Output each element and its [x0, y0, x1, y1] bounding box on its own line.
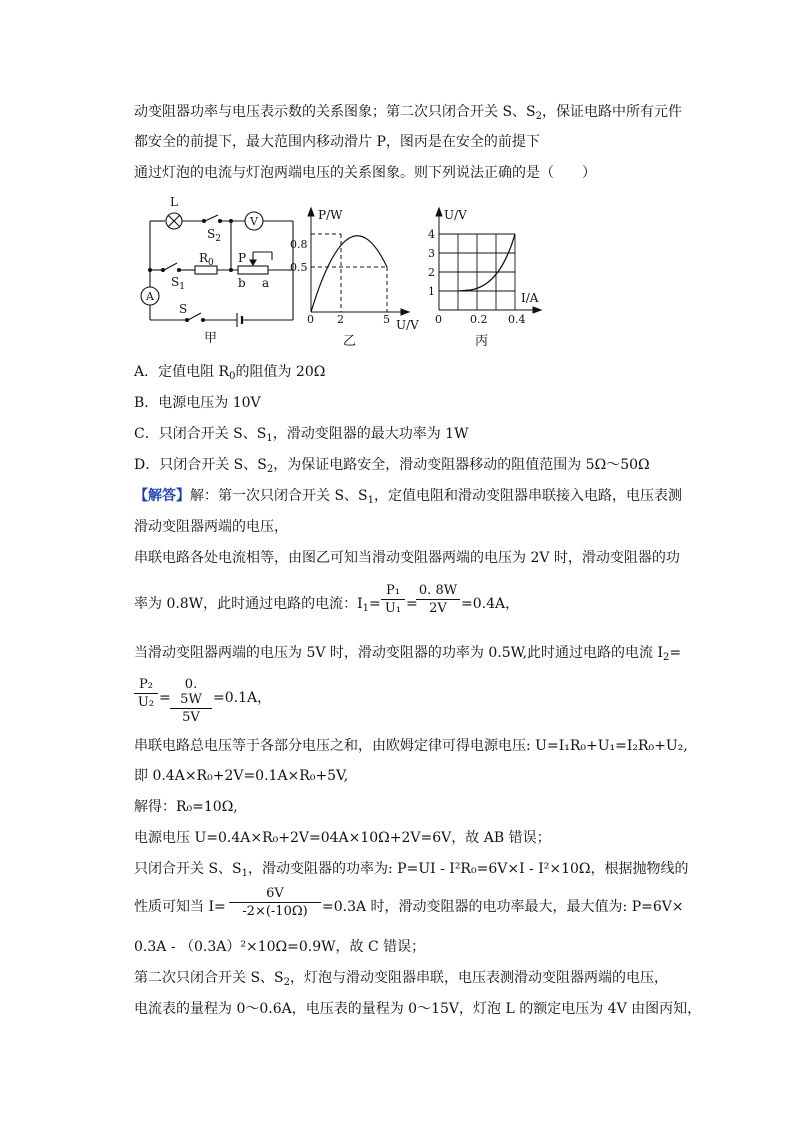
question-line-2: 都安全的前提下，最大范围内移动滑片 P，图丙是在安全的前提下 — [134, 134, 540, 150]
rheostat — [238, 266, 268, 274]
fraction-05w-5v: 0. 5W 5V — [170, 677, 212, 725]
bing-tick-x0: 0 — [435, 313, 442, 326]
label-r0: $R_0$ — [199, 251, 214, 268]
answer-line-4: 率为 0.8W，此时通过电路的电流：$I_1=$ — [134, 596, 381, 614]
question-line-1: 动变阻器功率与电压表示数的关系图象；第二次只闭合开关 S、$S_2$，保证电路中所有元件 — [134, 104, 683, 122]
label-s2: $S_2$ — [207, 227, 221, 244]
yi-tick-5: 5 — [383, 313, 390, 326]
bing-tick-x04: 0.4 — [508, 313, 526, 326]
answer-line-13: 0.3A - （0.3A）²×10Ω=0.9W，故 C 错误； — [134, 939, 426, 955]
label-a: a — [262, 276, 270, 290]
option-c: C．只闭合开关 S、$S_1$，滑动变阻器的最大功率为 1W — [134, 426, 469, 444]
answer-line-14: 第二次只闭合开关 S、$S_2$，灯泡与滑动变阻器串联，电压表测滑动变阻器两端的电压， — [134, 970, 669, 988]
bing-x-label: I/A — [521, 291, 539, 305]
answer-line-3: 串联电路各处电流相等，由图乙可知当滑动变阻器两端的电压为 2V 时，滑动变阻器的功 — [134, 550, 680, 566]
bing-grid — [439, 234, 515, 310]
fraction-p1-u1: P₁ U₁ — [381, 583, 405, 616]
label-s: S — [179, 302, 188, 316]
caption-bing: 丙 — [475, 334, 489, 349]
label-p: P — [238, 251, 247, 265]
fraction-p2-u2: P₂ U₂ — [134, 677, 158, 710]
switch-s — [188, 313, 201, 320]
yi-tick-2: 2 — [337, 313, 344, 326]
answer-line-12-a: 性质可知当 I= — [134, 899, 226, 915]
fraction-6v: 6V -2×(-10Ω) — [229, 886, 321, 919]
iv-curve — [458, 234, 515, 291]
bing-tick-1: 1 — [428, 285, 435, 298]
question-line-3: 通过灯泡的电流与灯泡两端电压的关系图象。则下列说法正确的是（ ） — [134, 165, 596, 181]
bing-y-label: U/V — [444, 208, 467, 222]
option-b: B．电源电压为 10V — [134, 395, 261, 411]
fraction-eq-2: = — [159, 690, 171, 706]
switch-s1 — [164, 263, 177, 270]
label-v: V — [250, 215, 258, 228]
label-s1: $S_1$ — [171, 275, 185, 292]
answer-tag: 【解答】 — [134, 488, 190, 504]
yi-tick-08: 0.8 — [290, 238, 308, 251]
label-l: L — [170, 195, 178, 209]
answer-line-11: 只闭合开关 S、$S_1$，滑动变阻器的功率为: P=UI - I²R₀=6V×I - I²×10Ω，根据抛物线的 — [134, 861, 689, 879]
answer-line-8: 即 0.4A×R₀+2V=0.1A×R₀+5V, — [134, 768, 349, 784]
answer-line-1: 【解答】解：第一次只闭合开关 S、$S_1$，定值电阻和滑动变阻器串联接入电路，电压表测 — [134, 488, 683, 506]
option-a: A．定值电阻 $R_0$的阻值为 20Ω — [134, 364, 326, 382]
answer-line-10: 电源电压 U=0.4A×R₀+2V=04A×10Ω+2V=6V，故 AB 错误； — [134, 830, 551, 846]
answer-line-2: 滑动变阻器两端的电压， — [134, 519, 288, 535]
answer-line-15: 电流表的量程为 0～0.6A，电压表的量程为 0～15V，灯泡 L 的额定电压为 4V 由图丙知， — [134, 1001, 702, 1017]
caption-yi: 乙 — [343, 334, 357, 349]
graph-yi — [308, 208, 409, 315]
power-curve — [311, 236, 387, 312]
answer-line-12-b: =0.3A 时，滑动变阻器的电功率最大，最大值为: P=6V× — [322, 899, 684, 915]
bing-tick-2: 2 — [428, 266, 435, 279]
figures-area — [0, 190, 794, 360]
yi-tick-05: 0.5 — [290, 261, 308, 274]
circuit-diagram — [141, 212, 293, 327]
label-b: b — [238, 276, 246, 290]
bing-tick-4: 4 — [428, 228, 435, 241]
bing-tick-3: 3 — [428, 247, 435, 260]
yi-x-label: U/V — [396, 318, 419, 332]
answer-line-9: 解得：R₀=10Ω, — [134, 799, 238, 815]
bing-tick-x02: 0.2 — [470, 313, 488, 326]
option-d: D．只闭合开关 S、$S_2$，为保证电路安全，滑动变阻器移动的阻值范围为 5Ω～50Ω — [134, 457, 650, 475]
fraction-eq-1: = — [406, 596, 418, 612]
caption-jia: 甲 — [204, 331, 218, 346]
answer-line-7: 串联电路总电压等于各部分电压之和，由欧姆定律可得电源电压: U=I₁R₀+U₁=I₂R₀+U₂, — [134, 738, 688, 754]
answer-line-5: 当滑动变阻器两端的电压为 5V 时，滑动变阻器的功率为 0.5W,此时通过电路的电流 $I_2=$ — [134, 645, 682, 663]
yi-y-label: P/W — [318, 208, 343, 222]
answer-line-6-end: =0.1A， — [213, 690, 272, 706]
switch-s2 — [205, 215, 218, 221]
label-a-meter: A — [146, 290, 154, 303]
answer-line-4-end: =0.4A， — [461, 596, 520, 612]
yi-tick-0: 0 — [307, 313, 314, 326]
fraction-08w-2v: 0. 8W 2V — [416, 583, 460, 616]
